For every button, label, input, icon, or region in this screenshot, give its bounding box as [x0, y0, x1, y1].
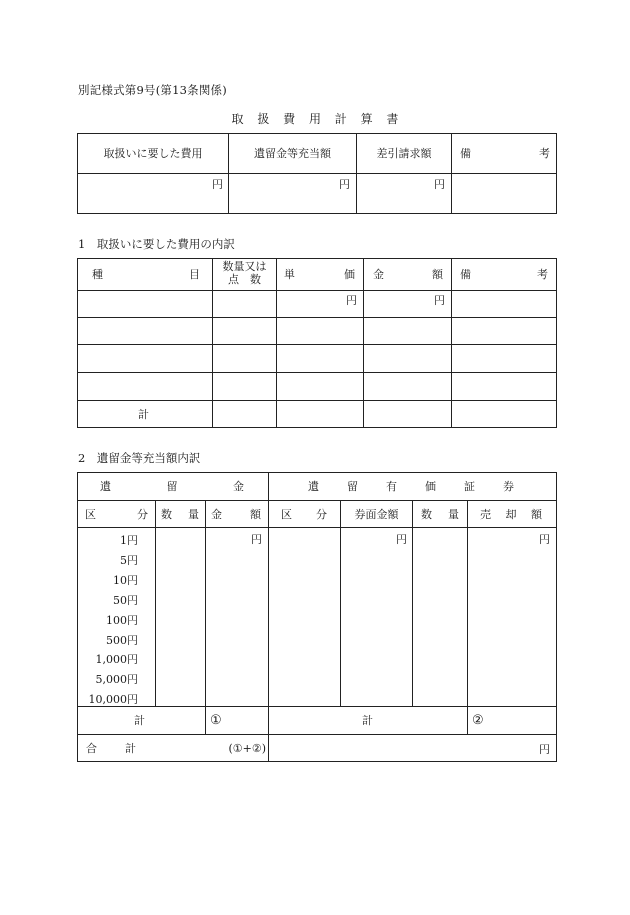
sec-char-3: 有: [386, 480, 397, 493]
grand-total-char-1: 合: [86, 741, 97, 755]
denomination-item: 50円: [113, 593, 138, 607]
qty-char-1: 数: [161, 507, 172, 521]
header-quantity: [161, 501, 199, 527]
sale-char-1: 売: [480, 507, 491, 521]
money-char-3: 金: [233, 480, 244, 493]
unit-price-char-2: 価: [344, 268, 355, 281]
header-category: [85, 501, 148, 527]
header-amount: [373, 259, 443, 290]
denomination-item: 5,000円: [95, 673, 138, 687]
unit-yen: 円: [346, 294, 357, 307]
header-remaining-funds: 遺留金等充当額: [254, 147, 331, 160]
circle-2: ②: [472, 713, 484, 728]
denomination-item: 1円: [120, 534, 138, 547]
kubun2-char-2: 分: [316, 507, 327, 521]
header-face-value: 券面金額: [354, 507, 399, 521]
amount-char-2: 額: [432, 268, 443, 281]
header-sale-amount: [480, 501, 542, 527]
money-char-2: 留: [166, 480, 178, 493]
denomination-item: 100円: [106, 613, 138, 627]
unit-yen: 円: [539, 743, 550, 756]
money-char-1: 遺: [100, 480, 111, 493]
header-amount: [211, 501, 261, 527]
remarks-char-1: 備: [460, 147, 471, 160]
remarks-char-2: 考: [539, 147, 550, 160]
sec-char-4: 価: [425, 480, 436, 493]
unit-yen: 円: [434, 294, 445, 307]
grand-total-formula: (①+②): [228, 741, 266, 755]
amount-char-1: 金: [373, 268, 384, 281]
sec-char-2: 留: [347, 480, 358, 493]
section2-title: 2 遺留金等充当額内訳: [78, 451, 201, 465]
header-remaining-money: [100, 473, 244, 500]
sec-char-5: 証: [464, 480, 475, 493]
unit-yen: 円: [396, 533, 407, 546]
header-remarks: [460, 134, 550, 173]
denomination-item: 500円: [106, 633, 138, 647]
denomination-list: [78, 531, 138, 710]
kubun-char-1: 区: [85, 507, 96, 521]
denomination-item: 10,000円: [88, 693, 138, 707]
sale-char-2: 却: [505, 507, 517, 521]
header-unit-price: [284, 259, 355, 290]
unit-yen: 円: [339, 178, 350, 191]
quantity-line-1: 数量又は: [222, 260, 267, 273]
header-type: [92, 259, 200, 290]
sec-char-6: 券: [503, 480, 514, 493]
header-category-securities: [281, 501, 327, 527]
qty2-char-1: 数: [421, 507, 432, 521]
sale-char-3: 額: [531, 507, 542, 521]
type-char-1: 種: [92, 268, 103, 281]
denomination-item: 5円: [120, 553, 138, 567]
remarks-char-2: 考: [537, 268, 548, 281]
header-remarks: [460, 259, 548, 290]
section1-title: 1 取扱いに要した費用の内訳: [78, 237, 235, 251]
header-quantity-securities: [421, 501, 459, 527]
amt-char-1: 金: [211, 507, 222, 521]
total-label: 計: [138, 407, 149, 421]
form-number: 別記様式第9号(第13条関係): [78, 83, 227, 97]
qty2-char-2: 量: [448, 507, 459, 521]
unit-price-char-1: 単: [284, 268, 295, 281]
unit-yen: 円: [539, 533, 550, 546]
unit-yen: 円: [434, 178, 445, 191]
document-title: 取 扱 費 用 計 算 書: [231, 112, 399, 126]
remarks-char-1: 備: [460, 268, 471, 281]
type-char-2: 目: [189, 268, 200, 281]
grand-total-char-2: 計: [125, 741, 136, 755]
header-handling-cost: 取扱いに要した費用: [103, 147, 203, 160]
denomination-item: 10円: [113, 573, 138, 587]
quantity-line-2: 点 数: [228, 273, 261, 286]
sec-char-1: 遺: [308, 480, 319, 493]
amt-char-2: 額: [250, 507, 261, 521]
header-net-claim: 差引請求額: [376, 147, 432, 160]
unit-yen: 円: [251, 533, 262, 546]
circle-1: ①: [210, 713, 222, 728]
grand-total-label: [86, 735, 136, 761]
unit-yen: 円: [212, 178, 223, 191]
kubun2-char-1: 区: [281, 507, 292, 521]
securities-subtotal-label: 計: [362, 714, 373, 727]
header-quantity: [213, 260, 276, 286]
denomination-item: 1,000円: [95, 653, 138, 667]
qty-char-2: 量: [188, 507, 199, 521]
money-subtotal-label: 計: [134, 714, 145, 727]
header-remaining-securities: [308, 473, 514, 500]
kubun-char-2: 分: [137, 507, 148, 521]
